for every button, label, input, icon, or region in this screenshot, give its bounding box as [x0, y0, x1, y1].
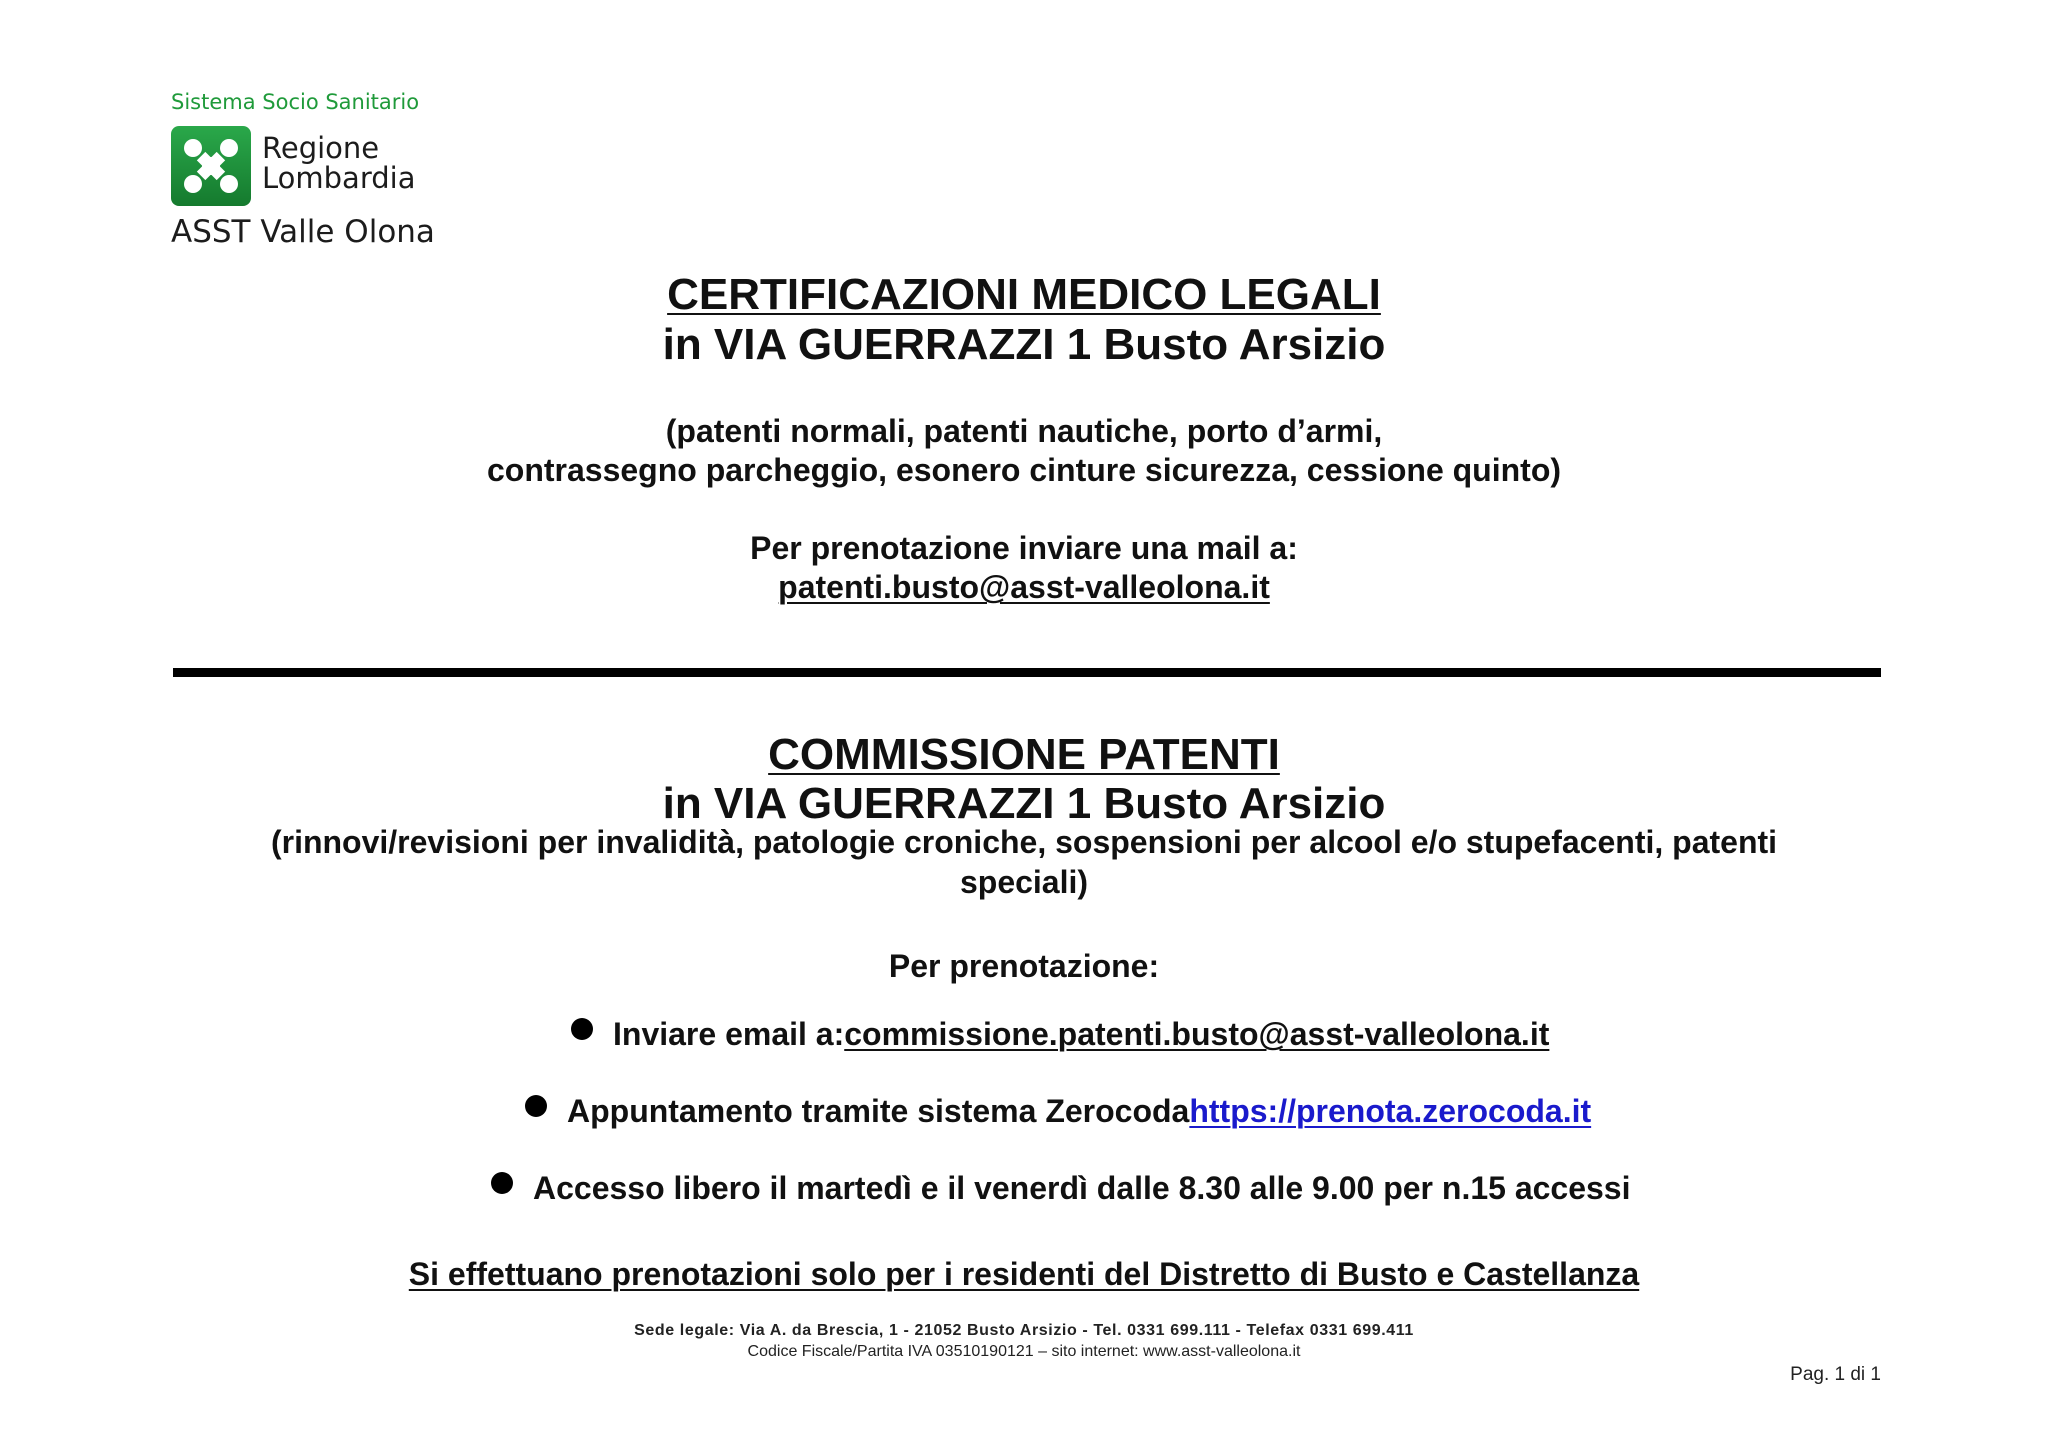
bullet-email-text: Inviare email a:	[613, 1016, 845, 1052]
bullet-dot-icon	[491, 1172, 513, 1194]
bullet-free-access	[491, 1170, 1630, 1207]
bullet-email	[571, 1016, 1549, 1053]
section1-email-row	[0, 568, 2048, 607]
residents-note-row	[0, 1255, 2048, 1294]
logo-asst-name: ASST Valle Olona	[171, 214, 435, 250]
bullet-free-access-text: Accesso libero il martedì e il venerdì dalle 8.30 alle 9.00 per n.15 accessi	[533, 1170, 1631, 1206]
bullet-zerocoda-text: Appuntamento tramite sistema Zerocoda	[567, 1093, 1190, 1129]
section2-services: (rinnovi/revisioni per invalidità, patologie croniche, sospensioni per alcool e/o stupefacenti, patenti speciali)	[270, 824, 1778, 900]
section1-booking-label: Per prenotazione inviare una mail a:	[750, 530, 1298, 566]
zerocoda-link[interactable]: https://prenota.zerocoda.it	[1189, 1093, 1592, 1129]
logo-system-text: Sistema Socio Sanitario	[171, 90, 420, 114]
section1-title: CERTIFICAZIONI MEDICO LEGALI	[667, 270, 1381, 319]
section2-title: COMMISSIONE PATENTI	[768, 730, 1280, 779]
residents-note: Si effettuano prenotazioni solo per i residenti del Distretto di Busto e Castellanza	[408, 1256, 1640, 1292]
section1-services-line1: (patenti normali, patenti nautiche, porto d’armi,	[665, 413, 1383, 449]
logo-region-line2: Lombardia	[262, 161, 416, 195]
section2-booking-label: Per prenotazione:	[888, 948, 1160, 984]
section1-title-row	[0, 270, 2048, 320]
footer-tax-info: Codice Fiscale/Partita IVA 03510190121 – sito internet: www.asst-valleolona.it	[747, 1343, 1301, 1360]
logo-region-name	[262, 133, 415, 193]
footer-legal-address: Sede legale: Via A. da Brescia, 1 - 21052 Busto Arsizio - Tel. 0331 699.111 - Telefax 0331 699.411	[634, 1322, 1414, 1339]
page-number: Pag. 1 di 1	[1790, 1364, 1881, 1385]
section1-address: in VIA GUERRAZZI 1 Busto Arsizio	[662, 320, 1386, 369]
section1-booking-email-link[interactable]: patenti.busto@asst-valleolona.it	[778, 569, 1270, 605]
section2-title-row	[0, 730, 2048, 780]
section1-services-line2: contrassegno parcheggio, esonero cinture sicurezza, cessione quinto)	[486, 452, 1562, 488]
section2-address: in VIA GUERRAZZI 1 Busto Arsizio	[662, 779, 1386, 828]
logo-region-line1: Regione	[262, 131, 380, 165]
bullet-dot-icon	[525, 1095, 547, 1117]
regione-lombardia-logo-icon	[171, 126, 251, 206]
bullet-dot-icon	[571, 1018, 593, 1040]
bullet-zerocoda	[525, 1093, 1591, 1130]
commissione-email-link[interactable]: commissione.patenti.busto@asst-valleolona.it	[844, 1016, 1550, 1052]
section-divider	[173, 668, 1881, 677]
